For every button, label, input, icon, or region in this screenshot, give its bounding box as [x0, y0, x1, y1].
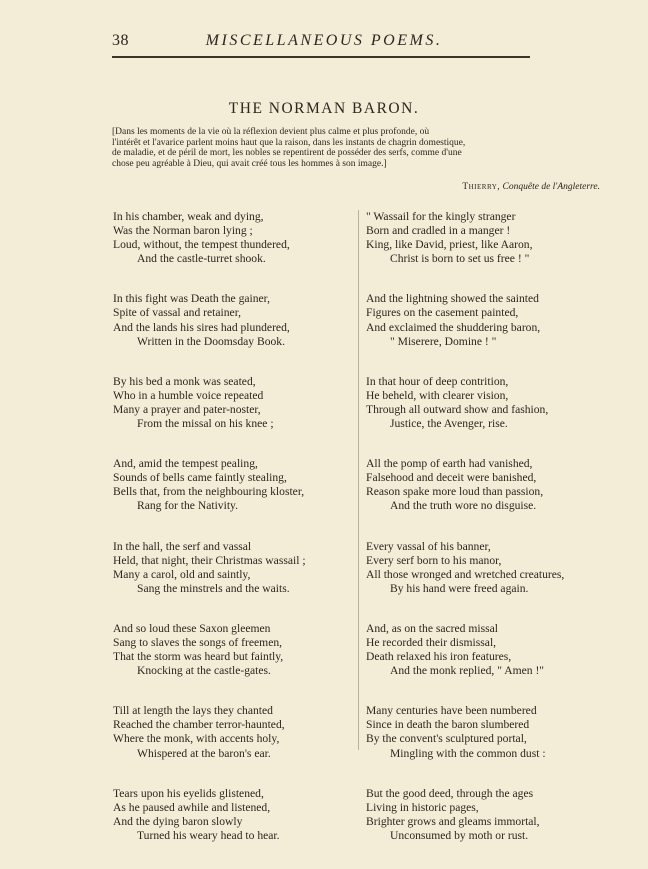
verse-line: He beheld, with clearer vision, — [366, 388, 509, 402]
verse-line: Knocking at the castle-gates. — [137, 664, 271, 678]
verse-line: Figures on the casement painted, — [366, 306, 519, 320]
verse-line: That the storm was heard but faintly, — [113, 650, 284, 664]
right-column — [366, 210, 606, 869]
stanza — [366, 210, 606, 266]
verse-line: Christ is born to set us free ! " — [390, 252, 530, 266]
verse-line: Sang to slaves the songs of freemen, — [113, 635, 283, 649]
verse-line: Many centuries have been numbered — [366, 704, 537, 718]
verse-line: Justice, the Avenger, rise. — [390, 417, 508, 431]
column-divider — [358, 210, 359, 750]
verse-line: Every vassal of his banner, — [366, 539, 491, 553]
verse-line: Mingling with the common dust : — [390, 746, 546, 760]
verse-line: " Wassail for the kingly stranger — [366, 210, 516, 223]
verse-line: Held, that night, their Christmas wassail ; — [113, 553, 306, 567]
stanza — [366, 704, 606, 760]
verse-line: And the lightning showed the sainted — [366, 292, 539, 306]
epigraph-line: chose peu agréable à Dieu, qui avait créé tous les hommes à son image.] — [112, 158, 387, 169]
verse-line: By his hand were freed again. — [390, 581, 529, 595]
verse-line: And the dying baron slowly — [113, 814, 243, 828]
page-number: 38 — [112, 32, 129, 49]
stanza — [366, 540, 606, 596]
epigraph-line: de maladie, et de péril de mort, les nobles se repentirent de posséder des serfs, comme d'une — [112, 148, 462, 159]
attribution-author: Thierry, — [462, 182, 501, 192]
verse-line: And the monk replied, " Amen !" — [390, 664, 545, 678]
verse-line: As he paused awhile and listened, — [113, 800, 271, 814]
verse-line: And the truth wore no disguise. — [390, 499, 537, 513]
verse-line: Falsehood and deceit were banished, — [366, 471, 537, 485]
stanza — [366, 457, 606, 513]
stanza — [366, 375, 606, 431]
verse-line: In this fight was Death the gainer, — [113, 292, 270, 306]
verse-line: In the hall, the serf and vassal — [113, 539, 252, 553]
verse-line: Reached the chamber terror-haunted, — [113, 718, 285, 732]
stanza — [113, 787, 358, 843]
verse-line: Written in the Doomsday Book. — [137, 334, 285, 348]
verse-line: By his bed a monk was seated, — [113, 374, 256, 388]
verse-line: Whispered at the baron's ear. — [137, 746, 271, 760]
stanza — [366, 787, 606, 843]
verse-line: Brighter grows and gleams immortal, — [366, 814, 540, 828]
verse-line: Reason spake more loud than passion, — [366, 485, 544, 499]
verse-line: Spite of vassal and retainer, — [113, 306, 241, 320]
verse-line: Since in death the baron slumbered — [366, 718, 530, 732]
verse-line: And, as on the sacred missal — [366, 621, 499, 635]
verse-line: Through all outward show and fashion, — [366, 402, 549, 416]
verse-line: And, amid the tempest pealing, — [113, 457, 258, 471]
verse-line: Bells that, from the neighbouring kloster, — [113, 485, 305, 499]
attribution-work: Conquête de l'Angleterre. — [502, 182, 600, 192]
verse-line: Many a prayer and pater-noster, — [113, 402, 261, 416]
epigraph-line: [Dans les moments de la vie où la réflexion devient plus calme et plus profonde, où — [112, 127, 430, 137]
verse-line: All the pomp of earth had vanished, — [366, 457, 533, 471]
verse-line: He recorded their dismissal, — [366, 635, 497, 649]
verse-line: In that hour of deep contrition, — [366, 374, 509, 388]
stanza — [113, 704, 358, 760]
stanza — [113, 457, 358, 513]
verse-line: All those wronged and wretched creatures, — [366, 567, 565, 581]
verse-line: Turned his weary head to hear. — [137, 828, 280, 842]
verse-line: In his chamber, weak and dying, — [113, 210, 264, 223]
verse-line: Who in a humble voice repeated — [113, 388, 264, 402]
verse-line: And the lands his sires had plundered, — [113, 320, 290, 334]
epigraph-attribution — [462, 182, 600, 192]
stanza — [113, 292, 358, 348]
verse-line: Sang the minstrels and the waits. — [137, 581, 290, 595]
verse-line: " Miserere, Domine ! " — [390, 334, 497, 348]
header-rule — [112, 56, 530, 58]
stanza — [113, 210, 358, 266]
verse-line: And exclaimed the shuddering baron, — [366, 320, 541, 334]
stanza — [113, 540, 358, 596]
verse-line: Sounds of bells came faintly stealing, — [113, 471, 287, 485]
verse-line: From the missal on his knee ; — [137, 417, 274, 431]
verse-line: Was the Norman baron lying ; — [113, 224, 253, 238]
verse-line: Unconsumed by moth or rust. — [390, 828, 529, 842]
stanza — [113, 622, 358, 678]
epigraph-line: l'intérêt et l'avarice parlent moins haut que la raison, dans les instants de chagrin domestique, — [112, 137, 466, 148]
poem-title: THE NORMAN BARON. — [228, 100, 420, 117]
stanza — [113, 375, 358, 431]
left-column — [113, 210, 358, 869]
running-title: MISCELLANEOUS POEMS. — [205, 32, 443, 49]
stanza — [366, 292, 606, 348]
verse-line: By the convent's sculptured portal, — [366, 732, 527, 746]
verse-line: Every serf born to his manor, — [366, 553, 502, 567]
verse-line: Many a carol, old and saintly, — [113, 567, 251, 581]
verse-line: Where the monk, with accents holy, — [113, 732, 280, 746]
verse-line: Death relaxed his iron features, — [366, 650, 512, 664]
verse-line: Living in historic pages, — [366, 800, 479, 814]
verse-line: Rang for the Nativity. — [137, 499, 238, 513]
verse-line: Till at length the lays they chanted — [113, 704, 273, 718]
verse-line: Tears upon his eyelids glistened, — [113, 786, 264, 800]
verse-line: And the castle-turret shook. — [137, 252, 266, 266]
verse-line: Loud, without, the tempest thundered, — [113, 238, 290, 252]
verse-line: Born and cradled in a manger ! — [366, 224, 511, 238]
verse-line: But the good deed, through the ages — [366, 786, 534, 800]
epigraph — [112, 127, 600, 169]
verse-line: King, like David, priest, like Aaron, — [366, 238, 533, 252]
stanza — [366, 622, 606, 678]
verse-line: And so loud these Saxon gleemen — [113, 621, 271, 635]
